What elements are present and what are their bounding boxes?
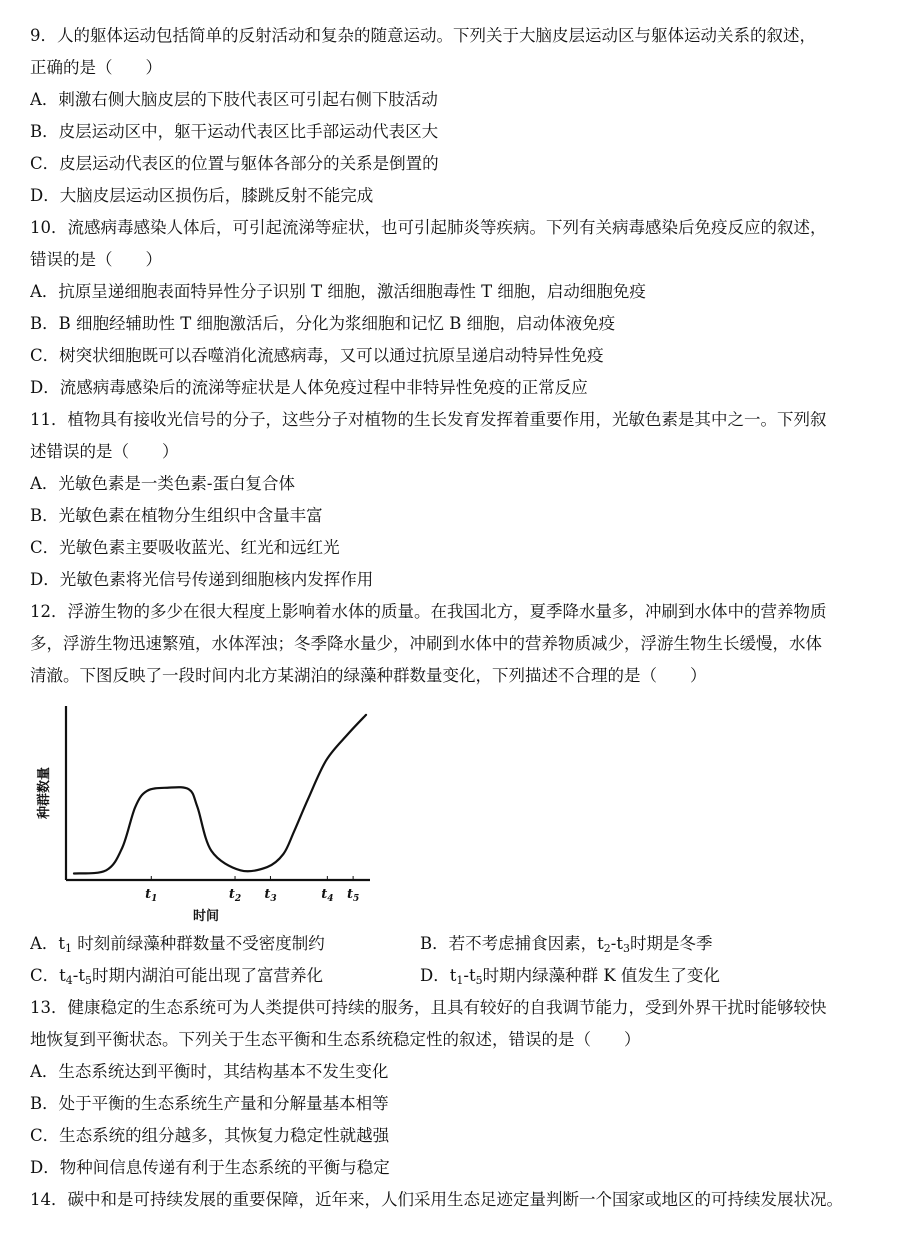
x-tick-label-t4: $t_4$ bbox=[321, 887, 334, 904]
question-13-option-d[interactable]: D．物种间信息传递有利于生态系统的平衡与稳定 bbox=[30, 1158, 390, 1177]
option-d-text-mid: -t bbox=[463, 966, 476, 985]
question-11-option-a[interactable]: A．光敏色素是一类色素-蛋白复合体 bbox=[30, 474, 295, 493]
x-axis-label: 时间 bbox=[192, 909, 220, 924]
question-12-options-row2 bbox=[30, 960, 880, 992]
question-9 bbox=[30, 20, 880, 212]
question-11-option-c[interactable]: C．光敏色素主要吸收蓝光、红光和远红光 bbox=[30, 538, 340, 557]
question-10-option-d[interactable]: D．流感病毒感染后的流涕等症状是人体免疫过程中非特异性免疫的正常反应 bbox=[30, 378, 588, 397]
question-10 bbox=[30, 212, 880, 404]
option-a-sub: 1 bbox=[65, 942, 73, 955]
question-11 bbox=[30, 404, 880, 596]
option-b-sub2: 3 bbox=[622, 942, 630, 955]
green-algae-population-curve bbox=[74, 715, 366, 874]
option-d-text-pre: D．t bbox=[420, 966, 457, 985]
option-b-text-post: 时期是冬季 bbox=[629, 934, 713, 953]
option-d-text-post: 时期内绿藻种群 K 值发生了变化 bbox=[482, 966, 720, 985]
question-10-option-b[interactable]: B．B 细胞经辅助性 T 细胞激活后，分化为浆细胞和记忆 B 细胞，启动体液免疫 bbox=[30, 314, 616, 333]
option-c-text-mid: -t bbox=[72, 966, 85, 985]
question-11-option-d[interactable]: D．光敏色素将光信号传递到细胞核内发挥作用 bbox=[30, 570, 374, 589]
question-13-option-b[interactable]: B．处于平衡的生态系统生产量和分解量基本相等 bbox=[30, 1094, 389, 1113]
question-9-option-a[interactable]: A．刺激右侧大脑皮层的下肢代表区可引起右侧下肢活动 bbox=[30, 90, 438, 109]
question-12-option-b[interactable] bbox=[420, 928, 810, 960]
question-9-option-b[interactable]: B．皮层运动区中，躯干运动代表区比手部运动代表区大 bbox=[30, 122, 439, 141]
question-10-option-a[interactable]: A．抗原呈递细胞表面特异性分子识别 T 细胞，激活细胞毒性 T 细胞，启动细胞免疫 bbox=[30, 282, 646, 301]
question-12-options-row1 bbox=[30, 928, 880, 960]
x-tick-label-t5: $t_5$ bbox=[346, 887, 360, 904]
option-c-text-post: 时期内湖泊可能出现了富营养化 bbox=[91, 966, 323, 985]
question-13-stem-line1: 13．健康稳定的生态系统可为人类提供可持续的服务，且具有较好的自我调节能力，受到外界干扰时能够较快 bbox=[30, 998, 827, 1017]
question-12-stem-line3: 清澈。下图反映了一段时间内北方某湖泊的绿藻种群数量变化，下列描述不合理的是（ ） bbox=[30, 666, 707, 685]
question-13-stem-line2: 地恢复到平衡状态。下列关于生态平衡和生态系统稳定性的叙述，错误的是（ ） bbox=[30, 1030, 641, 1049]
question-9-option-d[interactable]: D．大脑皮层运动区损伤后，膝跳反射不能完成 bbox=[30, 186, 374, 205]
question-12-stem-line2: 多，浮游生物迅速繁殖，水体浑浊；冬季降水量少，冲刷到水体中的营养物质减少，浮游生物生长缓慢，水体 bbox=[30, 634, 822, 653]
option-a-text-post: 时刻前绿藻种群数量不受密度制约 bbox=[72, 934, 325, 953]
option-b-text-mid: -t bbox=[610, 934, 623, 953]
question-12-option-c[interactable] bbox=[30, 960, 420, 992]
option-c-sub2: 5 bbox=[84, 974, 92, 987]
option-d-sub2: 5 bbox=[475, 974, 483, 987]
question-11-stem-line2: 述错误的是（ ） bbox=[30, 442, 179, 461]
question-12-option-d[interactable] bbox=[420, 960, 810, 992]
question-11-option-b[interactable]: B．光敏色素在植物分生组织中含量丰富 bbox=[30, 506, 323, 525]
question-12-stem-line1: 12．浮游生物的多少在很大程度上影响着水体的质量。在我国北方，夏季降水量多，冲刷到水体中的营养物质 bbox=[30, 602, 827, 621]
x-tick-label-t1: $t_1$ bbox=[145, 887, 158, 904]
question-13-option-a[interactable]: A．生态系统达到平衡时，其结构基本不发生变化 bbox=[30, 1062, 389, 1081]
x-tick-label-t2: $t_2$ bbox=[228, 887, 242, 904]
question-14 bbox=[30, 1184, 880, 1216]
question-10-stem-line1: 10．流感病毒感染人体后，可引起流涕等症状，也可引起肺炎等疾病。下列有关病毒感染后免疫反应的叙述， bbox=[30, 218, 827, 237]
y-axis-label: 种群数量 bbox=[37, 766, 52, 820]
option-b-sub1: 2 bbox=[603, 942, 611, 955]
question-10-stem-line2: 错误的是（ ） bbox=[30, 250, 162, 269]
question-13-option-c[interactable]: C．生态系统的组分越多，其恢复力稳定性就越强 bbox=[30, 1126, 390, 1145]
population-chart-svg bbox=[30, 698, 390, 928]
question-9-stem-line1: 9．人的躯体运动包括简单的反射活动和复杂的随意运动。下列关于大脑皮层运动区与躯体运动关系的叙述， bbox=[30, 26, 816, 45]
question-11-stem-line1: 11．植物具有接收光信号的分子，这些分子对植物的生长发育发挥着重要作用，光敏色素是其中之一。下列叙 bbox=[30, 410, 827, 429]
option-c-text-pre: C．t bbox=[30, 966, 66, 985]
question-10-option-c[interactable]: C．树突状细胞既可以吞噬消化流感病毒，又可以通过抗原呈递启动特异性免疫 bbox=[30, 346, 604, 365]
question-9-option-c[interactable]: C．皮层运动代表区的位置与躯体各部分的关系是倒置的 bbox=[30, 154, 439, 173]
option-d-sub1: 1 bbox=[456, 974, 464, 987]
question-12-option-a[interactable] bbox=[30, 928, 420, 960]
option-a-text-pre: A．t bbox=[30, 934, 66, 953]
option-c-sub1: 4 bbox=[65, 974, 73, 987]
question-12 bbox=[30, 596, 880, 992]
exam-page bbox=[30, 20, 880, 1216]
population-chart bbox=[30, 698, 390, 928]
question-9-stem-line2: 正确的是（ ） bbox=[30, 58, 162, 77]
x-tick-label-t3: $t_3$ bbox=[264, 887, 277, 904]
question-14-stem-line1: 14．碳中和是可持续发展的重要保障，近年来，人们采用生态足迹定量判断一个国家或地区的可持续发展状况。 bbox=[30, 1190, 843, 1209]
question-13 bbox=[30, 992, 880, 1184]
option-b-text-pre: B．若不考虑捕食因素，t bbox=[420, 934, 604, 953]
